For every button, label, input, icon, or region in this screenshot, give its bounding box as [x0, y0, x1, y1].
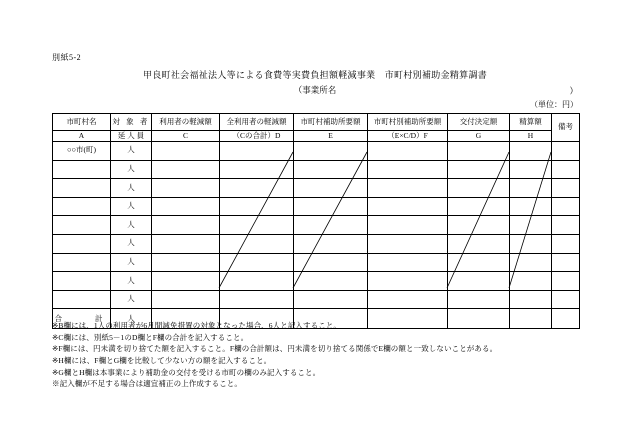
table-header-row-main	[53, 114, 580, 131]
cell-remarks[interactable]	[552, 272, 580, 291]
note-item: ※G欄とH欄は本事業により補助金の交付を受ける市町の欄のみ記入すること。	[52, 367, 321, 377]
cell-all-users-reduction[interactable]	[220, 216, 294, 235]
cell-city-name[interactable]	[53, 216, 111, 235]
note-item: ※H欄には、F欄とG欄を比較して少ない方の額を記入すること。	[52, 355, 272, 365]
office-name-close-paren: ）	[569, 86, 578, 96]
cell-user-reduction[interactable]	[152, 272, 220, 291]
cell-city-name[interactable]: ○○市(町)	[53, 142, 111, 161]
table-header-row-sub	[53, 131, 580, 142]
cell-target-persons[interactable]: 人	[111, 160, 152, 179]
cell-municipal-subsidy-by-city[interactable]	[368, 216, 448, 235]
cell-municipal-subsidy-required[interactable]	[294, 197, 368, 216]
cell-target-persons[interactable]: 人	[111, 197, 152, 216]
cell-municipal-subsidy-required[interactable]	[294, 290, 368, 309]
cell-user-reduction[interactable]	[152, 216, 220, 235]
cell-settlement-amount[interactable]	[510, 253, 552, 272]
note-item: ※F欄には、円未満を切り捨てた額を記入すること。F欄の合計額は、円未満を切り捨てる関係でE欄の額と一致しないことがある。	[52, 344, 498, 354]
cell-remarks[interactable]	[552, 179, 580, 198]
header-municipal-subsidy-by-city: 市町村別補助所要額	[368, 114, 448, 131]
cell-municipal-subsidy-required[interactable]	[294, 142, 368, 161]
note-item: ※C欄には、別紙5－1のD欄とF欄の合計を記入すること。	[52, 332, 249, 342]
cell-grant-decision-amount[interactable]	[448, 234, 510, 253]
cell-city-name[interactable]	[53, 290, 111, 309]
cell-municipal-subsidy-by-city[interactable]	[368, 197, 448, 216]
cell-all-users-reduction[interactable]	[220, 272, 294, 291]
page-title: 甲良町社会福祉法人等による食費等実費負担額軽減事業 市町村別補助金精算調書	[142, 70, 488, 80]
cell-grant-decision-amount[interactable]	[448, 142, 510, 161]
notes-list	[52, 320, 592, 390]
table-body	[53, 142, 580, 329]
note-item: ※記入欄が不足する場合は適宜補正の上作成すること。	[52, 379, 242, 389]
table-row	[53, 290, 580, 309]
header-municipal-subsidy-by-city-code: （E×C/D）F	[368, 131, 448, 142]
cell-city-name[interactable]	[53, 179, 111, 198]
note-item: ※B欄には、1人の利用者が6月間減免措置の対象となった場合、6人と記入すること。	[52, 321, 342, 330]
cell-remarks[interactable]	[552, 253, 580, 272]
cell-target-persons[interactable]: 人	[111, 179, 152, 198]
cell-all-users-reduction[interactable]	[220, 160, 294, 179]
cell-settlement-amount[interactable]	[510, 290, 552, 309]
cell-user-reduction[interactable]	[152, 179, 220, 198]
cell-target-persons[interactable]: 人	[111, 142, 152, 161]
cell-user-reduction[interactable]	[152, 290, 220, 309]
table-row	[53, 179, 580, 198]
header-city-name: 市町村名	[53, 114, 111, 131]
cell-target-persons[interactable]: 人	[111, 290, 152, 309]
cell-all-users-reduction[interactable]	[220, 142, 294, 161]
cell-grant-decision-amount[interactable]	[448, 216, 510, 235]
table-row	[53, 197, 580, 216]
cell-total-label: 合 計	[53, 309, 111, 329]
header-city-name-code: A	[53, 131, 111, 142]
cell-grant-decision-amount[interactable]	[448, 290, 510, 309]
settlement-table	[52, 113, 580, 329]
cell-municipal-subsidy-by-city[interactable]	[368, 290, 448, 309]
cell-settlement-amount[interactable]	[510, 142, 552, 161]
form-id: 別紙5-2	[52, 53, 82, 62]
cell-remarks[interactable]	[552, 160, 580, 179]
cell-city-name[interactable]	[53, 272, 111, 291]
cell-remarks[interactable]	[552, 234, 580, 253]
cell-grant-decision-amount[interactable]	[448, 160, 510, 179]
cell-grant-decision-amount[interactable]	[448, 253, 510, 272]
header-municipal-subsidy-required: 市町村補助所要額	[294, 114, 368, 131]
cell-target-persons[interactable]: 人	[111, 253, 152, 272]
cell-user-reduction[interactable]	[152, 234, 220, 253]
table-row	[53, 234, 580, 253]
header-settlement-amount: 精算額	[510, 114, 552, 131]
table-row	[53, 160, 580, 179]
cell-municipal-subsidy-required[interactable]	[294, 216, 368, 235]
header-municipal-subsidy-required-code: E	[294, 131, 368, 142]
cell-remarks[interactable]	[552, 142, 580, 161]
cell-municipal-subsidy-by-city[interactable]	[368, 253, 448, 272]
header-all-users-reduction: 全利用者の軽減額	[220, 114, 294, 131]
header-user-reduction-code: C	[152, 131, 220, 142]
cell-municipal-subsidy-required[interactable]	[294, 160, 368, 179]
cell-city-name[interactable]	[53, 234, 111, 253]
cell-municipal-subsidy-by-city[interactable]	[368, 234, 448, 253]
header-remarks: 備考	[552, 114, 580, 142]
cell-municipal-subsidy-by-city[interactable]	[368, 142, 448, 161]
header-grant-decision-amount-code: G	[448, 131, 510, 142]
cell-municipal-subsidy-by-city[interactable]	[368, 160, 448, 179]
cell-municipal-subsidy-by-city[interactable]	[368, 272, 448, 291]
header-target-persons	[111, 114, 152, 131]
cell-grant-decision-amount[interactable]	[448, 197, 510, 216]
table-row	[53, 142, 580, 161]
cell-user-reduction[interactable]	[152, 197, 220, 216]
header-target-persons-line1: 対 象 者	[112, 116, 150, 126]
cell-remarks[interactable]	[552, 216, 580, 235]
header-grant-decision-amount: 交付決定額	[448, 114, 510, 131]
cell-all-users-reduction[interactable]	[220, 253, 294, 272]
cell-remarks[interactable]	[552, 290, 580, 309]
cell-settlement-amount[interactable]	[510, 216, 552, 235]
cell-all-users-reduction[interactable]	[220, 197, 294, 216]
header-settlement-amount-code: H	[510, 131, 552, 142]
cell-user-reduction[interactable]	[152, 142, 220, 161]
cell-total-target-persons[interactable]: 人	[111, 309, 152, 329]
cell-city-name[interactable]	[53, 197, 111, 216]
cell-municipal-subsidy-required[interactable]	[294, 234, 368, 253]
cell-user-reduction[interactable]	[152, 160, 220, 179]
cell-all-users-reduction[interactable]	[220, 290, 294, 309]
header-user-reduction: 利用者の軽減額	[152, 114, 220, 131]
cell-settlement-amount[interactable]	[510, 272, 552, 291]
cell-target-persons[interactable]: 人	[111, 272, 152, 291]
cell-municipal-subsidy-by-city[interactable]	[368, 179, 448, 198]
unit-label: （単位：円）	[530, 100, 578, 109]
cell-target-persons[interactable]: 人	[111, 216, 152, 235]
cell-settlement-amount[interactable]	[510, 197, 552, 216]
cell-municipal-subsidy-required[interactable]	[294, 253, 368, 272]
header-target-persons-code	[111, 131, 152, 142]
header-all-users-reduction-code: （Cの合計）D	[220, 131, 294, 142]
cell-user-reduction[interactable]	[152, 253, 220, 272]
cell-all-users-reduction[interactable]	[220, 234, 294, 253]
cell-settlement-amount[interactable]	[510, 234, 552, 253]
cell-target-persons[interactable]: 人	[111, 234, 152, 253]
table-row	[53, 272, 580, 291]
cell-municipal-subsidy-required[interactable]	[294, 272, 368, 291]
cell-settlement-amount[interactable]	[510, 179, 552, 198]
header-target-persons-line2: 延 人 員	[117, 130, 145, 140]
office-name-line: （事業所名	[293, 85, 337, 95]
cell-municipal-subsidy-required[interactable]	[294, 179, 368, 198]
table-row	[53, 216, 580, 235]
cell-city-name[interactable]	[53, 253, 111, 272]
cell-settlement-amount[interactable]	[510, 160, 552, 179]
cell-all-users-reduction[interactable]	[220, 179, 294, 198]
table-row	[53, 253, 580, 272]
cell-grant-decision-amount[interactable]	[448, 179, 510, 198]
cell-grant-decision-amount[interactable]	[448, 272, 510, 291]
cell-remarks[interactable]	[552, 197, 580, 216]
cell-city-name[interactable]	[53, 160, 111, 179]
